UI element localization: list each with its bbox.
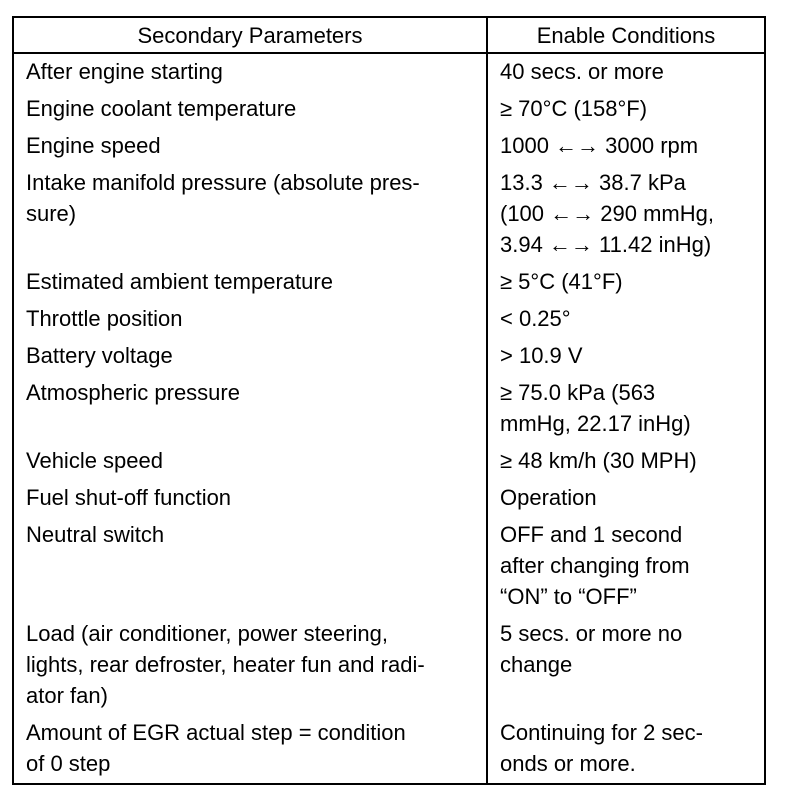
table-row xyxy=(13,375,765,443)
parameter-cell xyxy=(13,301,487,338)
parameter-line: Neutral switch xyxy=(26,522,165,547)
parameter-line: Fuel shut-off function xyxy=(26,485,232,510)
table-row xyxy=(13,443,765,480)
condition-cell xyxy=(487,264,765,301)
condition-line: Continuing for 2 sec- xyxy=(500,720,703,745)
table-row xyxy=(13,53,765,91)
parameter-cell xyxy=(13,517,487,616)
parameter-line: Battery voltage xyxy=(26,343,173,368)
condition-cell xyxy=(487,128,765,165)
table-row xyxy=(13,616,765,715)
condition-cell xyxy=(487,517,765,616)
condition-line: 40 secs. or more xyxy=(500,59,664,84)
condition-cell xyxy=(487,375,765,443)
condition-cell xyxy=(487,301,765,338)
enable-conditions-table xyxy=(12,16,766,785)
table-row xyxy=(13,715,765,784)
condition-cell xyxy=(487,338,765,375)
condition-line: Operation xyxy=(500,485,597,510)
table-row xyxy=(13,517,765,616)
condition-cell xyxy=(487,443,765,480)
condition-cell xyxy=(487,616,765,715)
table-row xyxy=(13,480,765,517)
condition-line: OFF and 1 second xyxy=(500,522,683,547)
parameter-line: of 0 step xyxy=(26,751,111,776)
table-row xyxy=(13,128,765,165)
parameter-line: Amount of EGR actual step = condition xyxy=(26,720,406,745)
condition-line: ≥ 5°C (41°F) xyxy=(500,269,623,294)
parameter-line: ator fan) xyxy=(26,683,108,708)
parameter-line: Vehicle speed xyxy=(26,448,163,473)
parameter-line: lights, rear defroster, heater fun and radi- xyxy=(26,652,425,677)
condition-cell xyxy=(487,165,765,264)
parameter-line: Load (air conditioner, power steering, xyxy=(26,621,388,646)
condition-line: ≥ 70°C (158°F) xyxy=(500,96,648,121)
parameter-cell xyxy=(13,165,487,264)
parameter-line: Throttle position xyxy=(26,306,183,331)
condition-line: onds or more. xyxy=(500,751,636,776)
header-row xyxy=(13,17,765,53)
table-row xyxy=(13,264,765,301)
parameter-line: Engine speed xyxy=(26,133,161,158)
condition-cell xyxy=(487,91,765,128)
table-body xyxy=(13,53,765,784)
condition-line: 5 secs. or more no xyxy=(500,621,683,646)
parameter-line: After engine starting xyxy=(26,59,223,84)
parameter-cell xyxy=(13,480,487,517)
parameter-cell xyxy=(13,715,487,784)
condition-line: after changing from xyxy=(500,553,690,578)
condition-line: < 0.25° xyxy=(500,306,571,331)
parameter-cell xyxy=(13,443,487,480)
condition-line: > 10.9 V xyxy=(500,343,583,368)
condition-cell xyxy=(487,715,765,784)
condition-line: mmHg, 22.17 inHg) xyxy=(500,411,691,436)
parameter-cell xyxy=(13,616,487,715)
condition-line: change xyxy=(500,652,573,677)
parameter-cell xyxy=(13,128,487,165)
table-row xyxy=(13,301,765,338)
condition-line: 13.3 ←→ 38.7 kPa xyxy=(500,170,686,195)
table-row xyxy=(13,91,765,128)
parameter-cell xyxy=(13,375,487,443)
header-secondary-parameters: Secondary Parameters xyxy=(13,17,487,53)
parameter-line: Engine coolant temperature xyxy=(26,96,297,121)
condition-cell xyxy=(487,53,765,91)
condition-line: ≥ 75.0 kPa (563 xyxy=(500,380,656,405)
parameter-line: sure) xyxy=(26,201,77,226)
parameter-cell xyxy=(13,91,487,128)
condition-line: 3.94 ←→ 11.42 inHg) xyxy=(500,232,712,257)
condition-line: (100 ←→ 290 mmHg, xyxy=(500,201,714,226)
table-row xyxy=(13,338,765,375)
parameter-cell xyxy=(13,338,487,375)
parameter-line: Atmospheric pressure xyxy=(26,380,240,405)
condition-line: “ON” to “OFF” xyxy=(500,584,637,609)
parameter-cell xyxy=(13,53,487,91)
table-row xyxy=(13,165,765,264)
header-enable-conditions: Enable Conditions xyxy=(487,17,765,53)
parameter-line: Intake manifold pressure (absolute pres- xyxy=(26,170,420,195)
condition-cell xyxy=(487,480,765,517)
parameter-cell xyxy=(13,264,487,301)
condition-line: 1000 ←→ 3000 rpm xyxy=(500,133,699,158)
condition-line: ≥ 48 km/h (30 MPH) xyxy=(500,448,697,473)
parameter-line: Estimated ambient temperature xyxy=(26,269,333,294)
